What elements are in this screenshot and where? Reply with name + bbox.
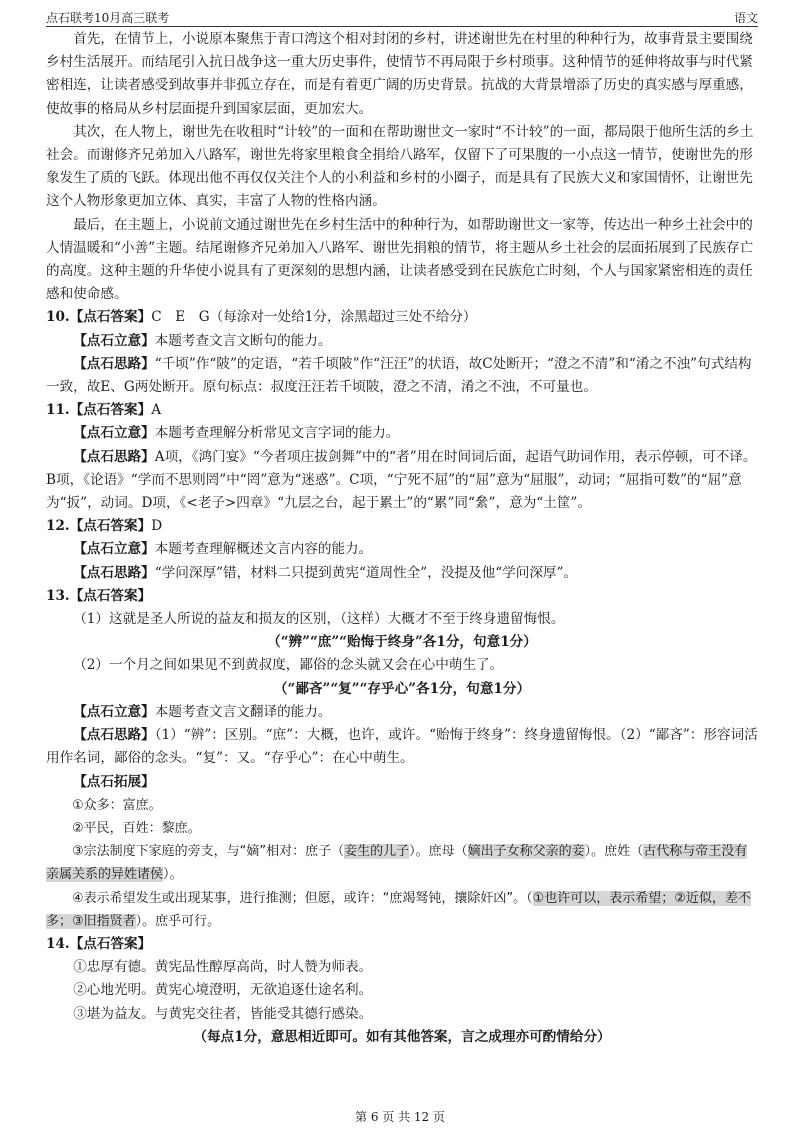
highlight-note: 嫡出子女称父亲的妾 <box>467 844 585 860</box>
subject-label: 语文 <box>733 11 758 25</box>
q11-intent: 【点石立意】本题考查理解分析常见文言字词的能力。 <box>73 425 400 442</box>
highlight-note: 妾生的儿子 <box>344 844 410 860</box>
q12-thought: 【点石思路】“学问深厚”错，材料二只提到黄宪“道周性全”，没提及他“学问深厚”。 <box>73 564 578 581</box>
q14-answer-heading: 14.【点石答案】 <box>46 935 152 952</box>
q14-point-2: ②心地光明。黄宪心境澄明，无欲追逐仕途名利。 <box>73 982 373 999</box>
paragraph-theme: 最后，在主题上，小说前文通过谢世先在乡村生活中的种种行为，如帮助谢世文一家等，传达出一种乡土社会中的人情温暖和“小善”主题。结尾谢修齐兄弟加入八路军、谢世先捐粮的情节，将主题从乡土社会的层面拓展到了民族存亡的高度。这种主题的升华使小说具有了更深刻的思想内涵，让读者感受到在民族危亡时刻，个人与国家紧密相连的责任感和使命感。 <box>46 216 754 303</box>
q13-scoring-2: （“鄙吝”“复”“存乎心”各1分，句意1分） <box>273 680 531 697</box>
q10-thought: 【点石思路】“千顷”作“陂”的定语，“若千顷陂”作“汪汪”的状语，故C处断开；“澄之不清”和“淆之不浊”句式结构一致，故E、G两处断开。原句标点：叔度汪汪若千顷陂，澄之不清，淆之不浊，不可量也。 <box>46 355 752 396</box>
q13-translation-1: （1）这就是圣人所说的益友和损友的区别，（这样）大概才不至于终身遗留悔恨。 <box>73 611 565 628</box>
page-footer: 第 6 页 共 12 页 <box>355 1110 445 1124</box>
q11-answer: 11.【点石答案】A <box>46 402 162 419</box>
q13-extension-4: ④表示希望发生或出现某事，进行推测；但愿，或许：“庶竭驽钝，攘除奸凶”。（①也许可以，表示希望；②近似，差不多；③旧指贤者）。庶乎可行。 <box>46 890 751 929</box>
q13-extension-heading: 【点石拓展】 <box>73 773 155 790</box>
q14-point-3: ③堪为益友。与黄宪交往者，皆能受其德行感染。 <box>73 1005 373 1022</box>
q13-extension-3: ③宗法制度下家庭的旁支，与“嫡”相对：庶子（妾生的儿子）。庶母（嫡出子女称父亲的妾）。庶姓（古代称与帝王没有亲属关系的异姓诸侯）。 <box>46 844 748 883</box>
q13-intent: 【点石立意】本题考查文言文翻译的能力。 <box>73 703 332 720</box>
q10-intent: 【点石立意】本题考查文言文断句的能力。 <box>73 332 332 349</box>
paragraph-character: 其次，在人物上，谢世先在收租时“计较”的一面和在帮助谢世文一家时“不计较”的一面，都局限于他所生活的乡土社会。而谢修齐兄弟加入八路军，谢世先将家里粮食全捐给八路军，仅留下了可果腹的一小点这一情节，使谢世先的形象发生了质的飞跃。体现出他不再仅仅关注个人的小利益和乡村的小圈子，而是具有了民族大义和家国情怀，让谢世先这个人物形象更加立体、真实，丰富了人物的性格内涵。 <box>46 123 754 210</box>
q14-point-1: ①忠厚有德。黄宪品性醇厚高尚，时人赞为师表。 <box>73 959 373 976</box>
q12-intent: 【点石立意】本题考查理解概述文言内容的能力。 <box>73 541 373 558</box>
paragraph-plot: 首先，在情节上，小说原本聚焦于青口湾这个相对封闭的乡村，讲述谢世先在村里的种种行为，故事背景主要围绕乡村生活展开。而结尾引入抗日战争这一重大历史事件，使情节不再局限于乡村琐事。这种情节的延伸将故事与时代紧密相连，让读者感受到故事并非孤立存在，而是有着更广阔的历史背景。抗战的大背景增添了历史的真实感与厚重感，使故事的格局从乡村层面提升到国家层面，更加宏大。 <box>46 31 753 117</box>
highlight-note: 古代称与帝王没有亲属关系的异姓诸侯 <box>46 844 748 883</box>
q13-translation-2: （2）一个月之间如果见不到黄叔度，鄙俗的念头就又会在心中萌生了。 <box>73 657 504 674</box>
exam-title: 点石联考10月高三联考 <box>46 11 170 25</box>
page-content <box>46 28 758 1049</box>
q10-answer: 10.【点石答案】C E G（每涂对一处给1分，涂黑超过三处不给分） <box>46 309 477 326</box>
q13-extension-2: ②平民，百姓：黎庶。 <box>72 820 201 836</box>
q13-extension-1: ①众多：富庶。 <box>72 797 162 813</box>
q13-answer-heading: 13.【点石答案】 <box>46 587 152 604</box>
highlight-note: ①也许可以，表示希望；②近似，差不多；③旧指贤者 <box>46 890 751 929</box>
page-header <box>46 10 758 27</box>
q11-thought: 【点石思路】A项，《鸿门宴》“今者项庄拔剑舞”中的“者”用在时间词后面，起语气助词作用，表示停顿，可不译。B项，《论语》“学而不思则罔”中“罔”意为“迷惑”。C项，“宁死不屈”的“屈”意为“屈服”，动词；“屈指可数”的“屈”意为“扳”，动词。D项，《<老子>四章》“九层之台，起于累土”的“累”同“絫”，意为“土筐”。 <box>46 448 757 512</box>
q13-thought: 【点石思路】（1）“辨”：区别。“庶”：大概，也许，或许。“贻悔于终身”：终身遗留悔恨。（2）“鄙吝”：形容词活用作名词，鄙俗的念头。“复”：又。“存乎心”：在心中萌生。 <box>46 727 758 767</box>
q12-answer: 12.【点石答案】D <box>46 518 163 535</box>
q13-scoring-1: （“辨”“庶”“贻悔于终身”各1分，句意1分） <box>267 634 537 651</box>
q14-scoring: （每点1分，意思相近即可。如有其他答案，言之成理亦可酌情给分） <box>193 1028 611 1045</box>
